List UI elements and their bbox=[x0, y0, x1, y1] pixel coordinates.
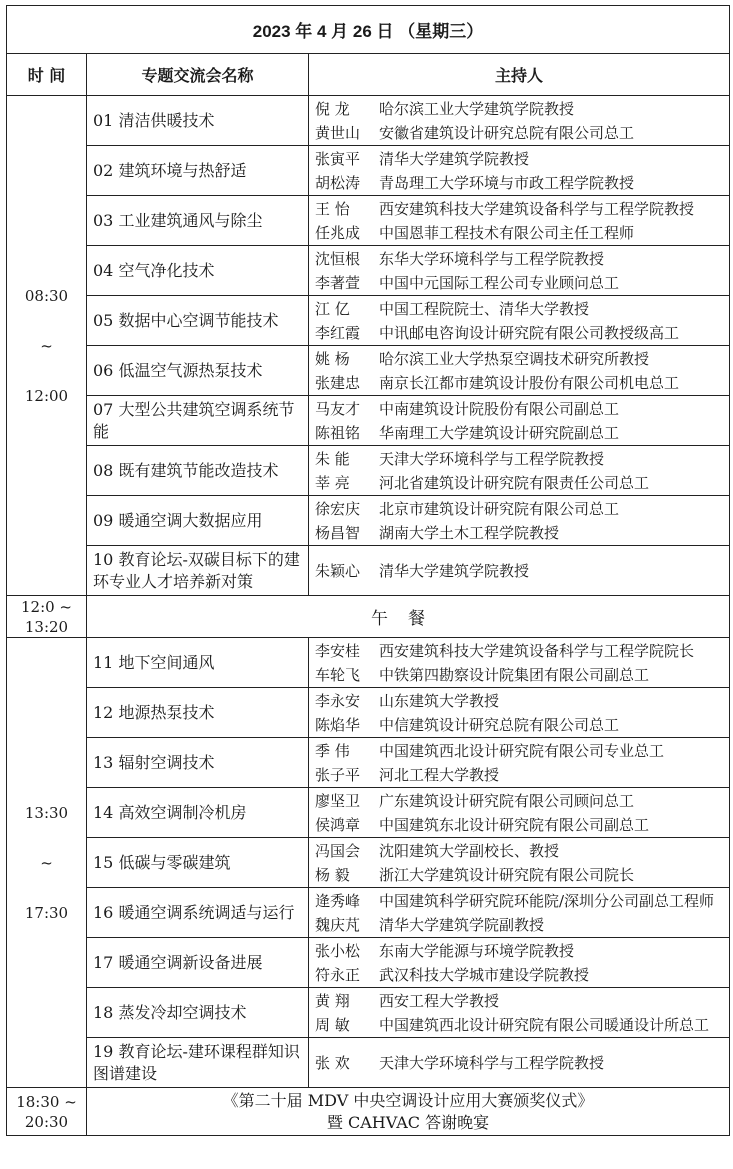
host-name: 李安桂 bbox=[315, 641, 361, 660]
session-row bbox=[7, 146, 730, 196]
host-affiliation: 武汉科技大学城市建设学院教授 bbox=[379, 965, 590, 984]
host-line bbox=[315, 471, 729, 495]
host-name: 张 欢 bbox=[315, 1053, 350, 1072]
host-name: 沈恒根 bbox=[315, 249, 361, 268]
session-row bbox=[7, 396, 730, 446]
session-row bbox=[7, 888, 730, 938]
banquet-title: 暨 CAHVAC 答谢晚宴 bbox=[326, 1112, 490, 1132]
host-line bbox=[315, 371, 729, 395]
host-line bbox=[315, 939, 729, 963]
session-row bbox=[7, 446, 730, 496]
host-affiliation: 中国建筑东北设计研究院有限公司副总工 bbox=[379, 815, 650, 834]
host-affiliation: 中国恩菲工程技术有限公司主任工程师 bbox=[379, 223, 635, 242]
host-line bbox=[315, 863, 729, 887]
session-hosts bbox=[309, 738, 730, 788]
session-row bbox=[7, 788, 730, 838]
afternoon-time-separator: ~ bbox=[40, 853, 53, 872]
schedule-body bbox=[7, 6, 730, 1136]
host-name: 符永正 bbox=[315, 965, 361, 984]
session-hosts bbox=[309, 546, 730, 596]
session-topic: 13 辐射空调技术 bbox=[87, 738, 309, 788]
session-topic: 02 建筑环境与热舒适 bbox=[87, 146, 309, 196]
host-line bbox=[315, 963, 729, 987]
afternoon-end-time: 17:30 bbox=[24, 903, 69, 922]
host-affiliation: 东华大学环境科学与工程学院教授 bbox=[379, 249, 605, 268]
host-affiliation: 中国中元国际工程公司专业顾问总工 bbox=[379, 273, 620, 292]
host-line bbox=[315, 171, 729, 195]
host-line bbox=[315, 221, 729, 245]
morning-time-cell bbox=[7, 96, 87, 596]
header-row bbox=[7, 54, 730, 96]
host-name: 魏庆芃 bbox=[315, 915, 361, 934]
host-name: 张子平 bbox=[315, 765, 361, 784]
host-line bbox=[315, 889, 729, 913]
host-line bbox=[315, 247, 729, 271]
host-line bbox=[315, 1013, 729, 1037]
host-affiliation: 哈尔滨工业大学热泵空调技术研究所教授 bbox=[379, 349, 650, 368]
host-affiliation: 河北工程大学教授 bbox=[379, 765, 500, 784]
host-affiliation: 山东建筑大学教授 bbox=[379, 691, 500, 710]
morning-start-time: 08:30 bbox=[24, 286, 69, 305]
host-line bbox=[315, 347, 729, 371]
host-affiliation: 西安建筑科技大学建筑设备科学与工程学院院长 bbox=[379, 641, 695, 660]
host-name: 季 伟 bbox=[315, 741, 350, 760]
session-hosts bbox=[309, 396, 730, 446]
host-name: 马友才 bbox=[315, 399, 361, 418]
session-topic: 04 空气净化技术 bbox=[87, 246, 309, 296]
session-hosts bbox=[309, 246, 730, 296]
afternoon-time-cell bbox=[7, 638, 87, 1088]
host-affiliation: 中南建筑设计院股份有限公司副总工 bbox=[379, 399, 620, 418]
session-hosts bbox=[309, 938, 730, 988]
session-topic: 10 教育论坛-双碳目标下的建环专业人才培养新对策 bbox=[87, 546, 309, 596]
host-name: 李红霞 bbox=[315, 323, 361, 342]
host-name: 朱 能 bbox=[315, 449, 350, 468]
schedule-sheet bbox=[6, 5, 729, 1136]
evening-event bbox=[87, 1088, 730, 1136]
session-topic: 01 清洁供暖技术 bbox=[87, 96, 309, 146]
session-row bbox=[7, 688, 730, 738]
header-topic: 专题交流会名称 bbox=[87, 54, 309, 96]
session-hosts bbox=[309, 446, 730, 496]
host-name: 倪 龙 bbox=[315, 99, 350, 118]
session-hosts bbox=[309, 888, 730, 938]
evening-row bbox=[7, 1088, 730, 1136]
host-line bbox=[315, 789, 729, 813]
session-hosts bbox=[309, 296, 730, 346]
host-affiliation: 华南理工大学建筑设计研究院副总工 bbox=[379, 423, 620, 442]
host-line bbox=[315, 497, 729, 521]
evening-time: 18:30 ~ 20:30 bbox=[7, 1088, 87, 1136]
host-affiliation: 清华大学建筑学院副教授 bbox=[379, 915, 545, 934]
session-row bbox=[7, 838, 730, 888]
host-name: 陈焰华 bbox=[315, 715, 361, 734]
session-hosts bbox=[309, 146, 730, 196]
host-line bbox=[315, 739, 729, 763]
lunch-time: 12:0 ~ 13:20 bbox=[7, 596, 87, 638]
session-hosts bbox=[309, 788, 730, 838]
host-affiliation: 中国建筑科学研究院环能院/深圳分公司副总工程师 bbox=[379, 891, 715, 910]
session-hosts bbox=[309, 838, 730, 888]
session-row bbox=[7, 496, 730, 546]
session-row bbox=[7, 296, 730, 346]
host-name: 杨昌智 bbox=[315, 523, 361, 542]
host-line bbox=[315, 121, 729, 145]
host-affiliation: 湖南大学土木工程学院教授 bbox=[379, 523, 560, 542]
host-affiliation: 北京市建筑设计研究院有限公司总工 bbox=[379, 499, 620, 518]
session-topic: 15 低碳与零碳建筑 bbox=[87, 838, 309, 888]
host-line bbox=[315, 813, 729, 837]
host-name: 姚 杨 bbox=[315, 349, 350, 368]
session-row bbox=[7, 988, 730, 1038]
host-name: 侯鸿章 bbox=[315, 815, 361, 834]
award-ceremony-title: 《第二十届 MDV 中央空调设计应用大赛颁奖仪式》 bbox=[222, 1090, 594, 1110]
host-affiliation: 沈阳建筑大学副校长、教授 bbox=[379, 841, 560, 860]
host-line bbox=[315, 147, 729, 171]
lunch-row bbox=[7, 596, 730, 638]
host-affiliation: 安徽省建筑设计研究总院有限公司总工 bbox=[379, 123, 635, 142]
host-name: 徐宏庆 bbox=[315, 499, 361, 518]
session-topic: 05 数据中心空调节能技术 bbox=[87, 296, 309, 346]
host-line bbox=[315, 297, 729, 321]
host-name: 张建忠 bbox=[315, 373, 361, 392]
host-line bbox=[315, 521, 729, 545]
session-row bbox=[7, 638, 730, 688]
host-name: 任兆成 bbox=[315, 223, 361, 242]
host-affiliation: 清华大学建筑学院教授 bbox=[379, 149, 530, 168]
host-line bbox=[315, 97, 729, 121]
session-topic: 09 暖通空调大数据应用 bbox=[87, 496, 309, 546]
session-row bbox=[7, 96, 730, 146]
host-affiliation: 清华大学建筑学院教授 bbox=[379, 561, 530, 580]
session-row bbox=[7, 738, 730, 788]
host-affiliation: 中信建筑设计研究总院有限公司总工 bbox=[379, 715, 620, 734]
host-name: 黄世山 bbox=[315, 123, 361, 142]
host-line bbox=[315, 913, 729, 937]
host-affiliation: 哈尔滨工业大学建筑学院教授 bbox=[379, 99, 575, 118]
host-line bbox=[315, 321, 729, 345]
host-name: 车轮飞 bbox=[315, 665, 361, 684]
host-name: 逄秀峰 bbox=[315, 891, 361, 910]
session-row bbox=[7, 246, 730, 296]
host-name: 莘 亮 bbox=[315, 473, 350, 492]
host-affiliation: 天津大学环境科学与工程学院教授 bbox=[379, 1053, 605, 1072]
host-affiliation: 中铁第四勘察设计院集团有限公司副总工 bbox=[379, 665, 650, 684]
schedule-title: 2023 年 4 月 26 日 （星期三） bbox=[7, 6, 730, 54]
host-name: 张小松 bbox=[315, 941, 361, 960]
session-hosts bbox=[309, 638, 730, 688]
host-affiliation: 浙江大学建筑设计研究院有限公司院长 bbox=[379, 865, 635, 884]
host-line bbox=[315, 763, 729, 787]
schedule-table bbox=[6, 5, 730, 1136]
session-hosts bbox=[309, 196, 730, 246]
session-row bbox=[7, 196, 730, 246]
host-affiliation: 天津大学环境科学与工程学院教授 bbox=[379, 449, 605, 468]
session-topic: 11 地下空间通风 bbox=[87, 638, 309, 688]
session-topic: 03 工业建筑通风与除尘 bbox=[87, 196, 309, 246]
host-name: 廖坚卫 bbox=[315, 791, 361, 810]
host-name: 胡松涛 bbox=[315, 173, 361, 192]
host-line bbox=[315, 271, 729, 295]
host-line bbox=[315, 689, 729, 713]
session-topic: 19 教育论坛-建环课程群知识图谱建设 bbox=[87, 1038, 309, 1088]
session-topic: 12 地源热泵技术 bbox=[87, 688, 309, 738]
host-affiliation: 中讯邮电咨询设计研究院有限公司教授级高工 bbox=[379, 323, 680, 342]
host-line bbox=[315, 421, 729, 445]
host-line bbox=[315, 989, 729, 1013]
host-line bbox=[315, 447, 729, 471]
session-topic: 06 低温空气源热泵技术 bbox=[87, 346, 309, 396]
host-affiliation: 中国建筑西北设计研究院有限公司专业总工 bbox=[379, 741, 665, 760]
session-topic: 17 暖通空调新设备进展 bbox=[87, 938, 309, 988]
host-affiliation: 南京长江都市建筑设计股份有限公司机电总工 bbox=[379, 373, 680, 392]
session-row bbox=[7, 938, 730, 988]
session-topic: 08 既有建筑节能改造技术 bbox=[87, 446, 309, 496]
host-line bbox=[315, 559, 729, 583]
afternoon-start-time: 13:30 bbox=[24, 803, 69, 822]
morning-time-separator: ~ bbox=[40, 336, 53, 355]
host-affiliation: 中国工程院院士、清华大学教授 bbox=[379, 299, 590, 318]
lunch-label: 午餐 bbox=[87, 596, 730, 638]
host-name: 朱颖心 bbox=[315, 561, 361, 580]
session-hosts bbox=[309, 96, 730, 146]
host-affiliation: 西安建筑科技大学建筑设备科学与工程学院教授 bbox=[379, 199, 695, 218]
session-hosts bbox=[309, 988, 730, 1038]
session-hosts bbox=[309, 346, 730, 396]
session-hosts bbox=[309, 688, 730, 738]
session-row bbox=[7, 346, 730, 396]
host-name: 张寅平 bbox=[315, 149, 361, 168]
host-name: 冯国会 bbox=[315, 841, 361, 860]
host-line bbox=[315, 639, 729, 663]
host-line bbox=[315, 663, 729, 687]
session-row bbox=[7, 546, 730, 596]
host-affiliation: 中国建筑西北设计研究院有限公司暖通设计所总工 bbox=[379, 1015, 710, 1034]
host-name: 李著萱 bbox=[315, 273, 361, 292]
host-name: 周 敏 bbox=[315, 1015, 350, 1034]
host-line bbox=[315, 713, 729, 737]
host-affiliation: 广东建筑设计研究院有限公司顾问总工 bbox=[379, 791, 635, 810]
host-name: 王 怡 bbox=[315, 199, 350, 218]
host-affiliation: 东南大学能源与环境学院教授 bbox=[379, 941, 575, 960]
host-affiliation: 河北省建筑设计研究院有限责任公司总工 bbox=[379, 473, 650, 492]
host-line bbox=[315, 197, 729, 221]
header-host: 主持人 bbox=[309, 54, 730, 96]
session-hosts bbox=[309, 1038, 730, 1088]
session-topic: 07 大型公共建筑空调系统节能 bbox=[87, 396, 309, 446]
header-time: 时 间 bbox=[7, 54, 87, 96]
session-topic: 18 蒸发冷却空调技术 bbox=[87, 988, 309, 1038]
session-row bbox=[7, 1038, 730, 1088]
session-topic: 16 暖通空调系统调适与运行 bbox=[87, 888, 309, 938]
session-topic: 14 高效空调制冷机房 bbox=[87, 788, 309, 838]
host-affiliation: 西安工程大学教授 bbox=[379, 991, 500, 1010]
host-name: 杨 毅 bbox=[315, 865, 350, 884]
session-hosts bbox=[309, 496, 730, 546]
host-affiliation: 青岛理工大学环境与市政工程学院教授 bbox=[379, 173, 635, 192]
host-name: 陈祖铭 bbox=[315, 423, 361, 442]
host-name: 黄 翔 bbox=[315, 991, 350, 1010]
morning-end-time: 12:00 bbox=[24, 386, 69, 405]
host-line bbox=[315, 839, 729, 863]
host-name: 李永安 bbox=[315, 691, 361, 710]
title-row bbox=[7, 6, 730, 54]
host-line bbox=[315, 1051, 729, 1075]
host-line bbox=[315, 397, 729, 421]
host-name: 江 亿 bbox=[315, 299, 350, 318]
